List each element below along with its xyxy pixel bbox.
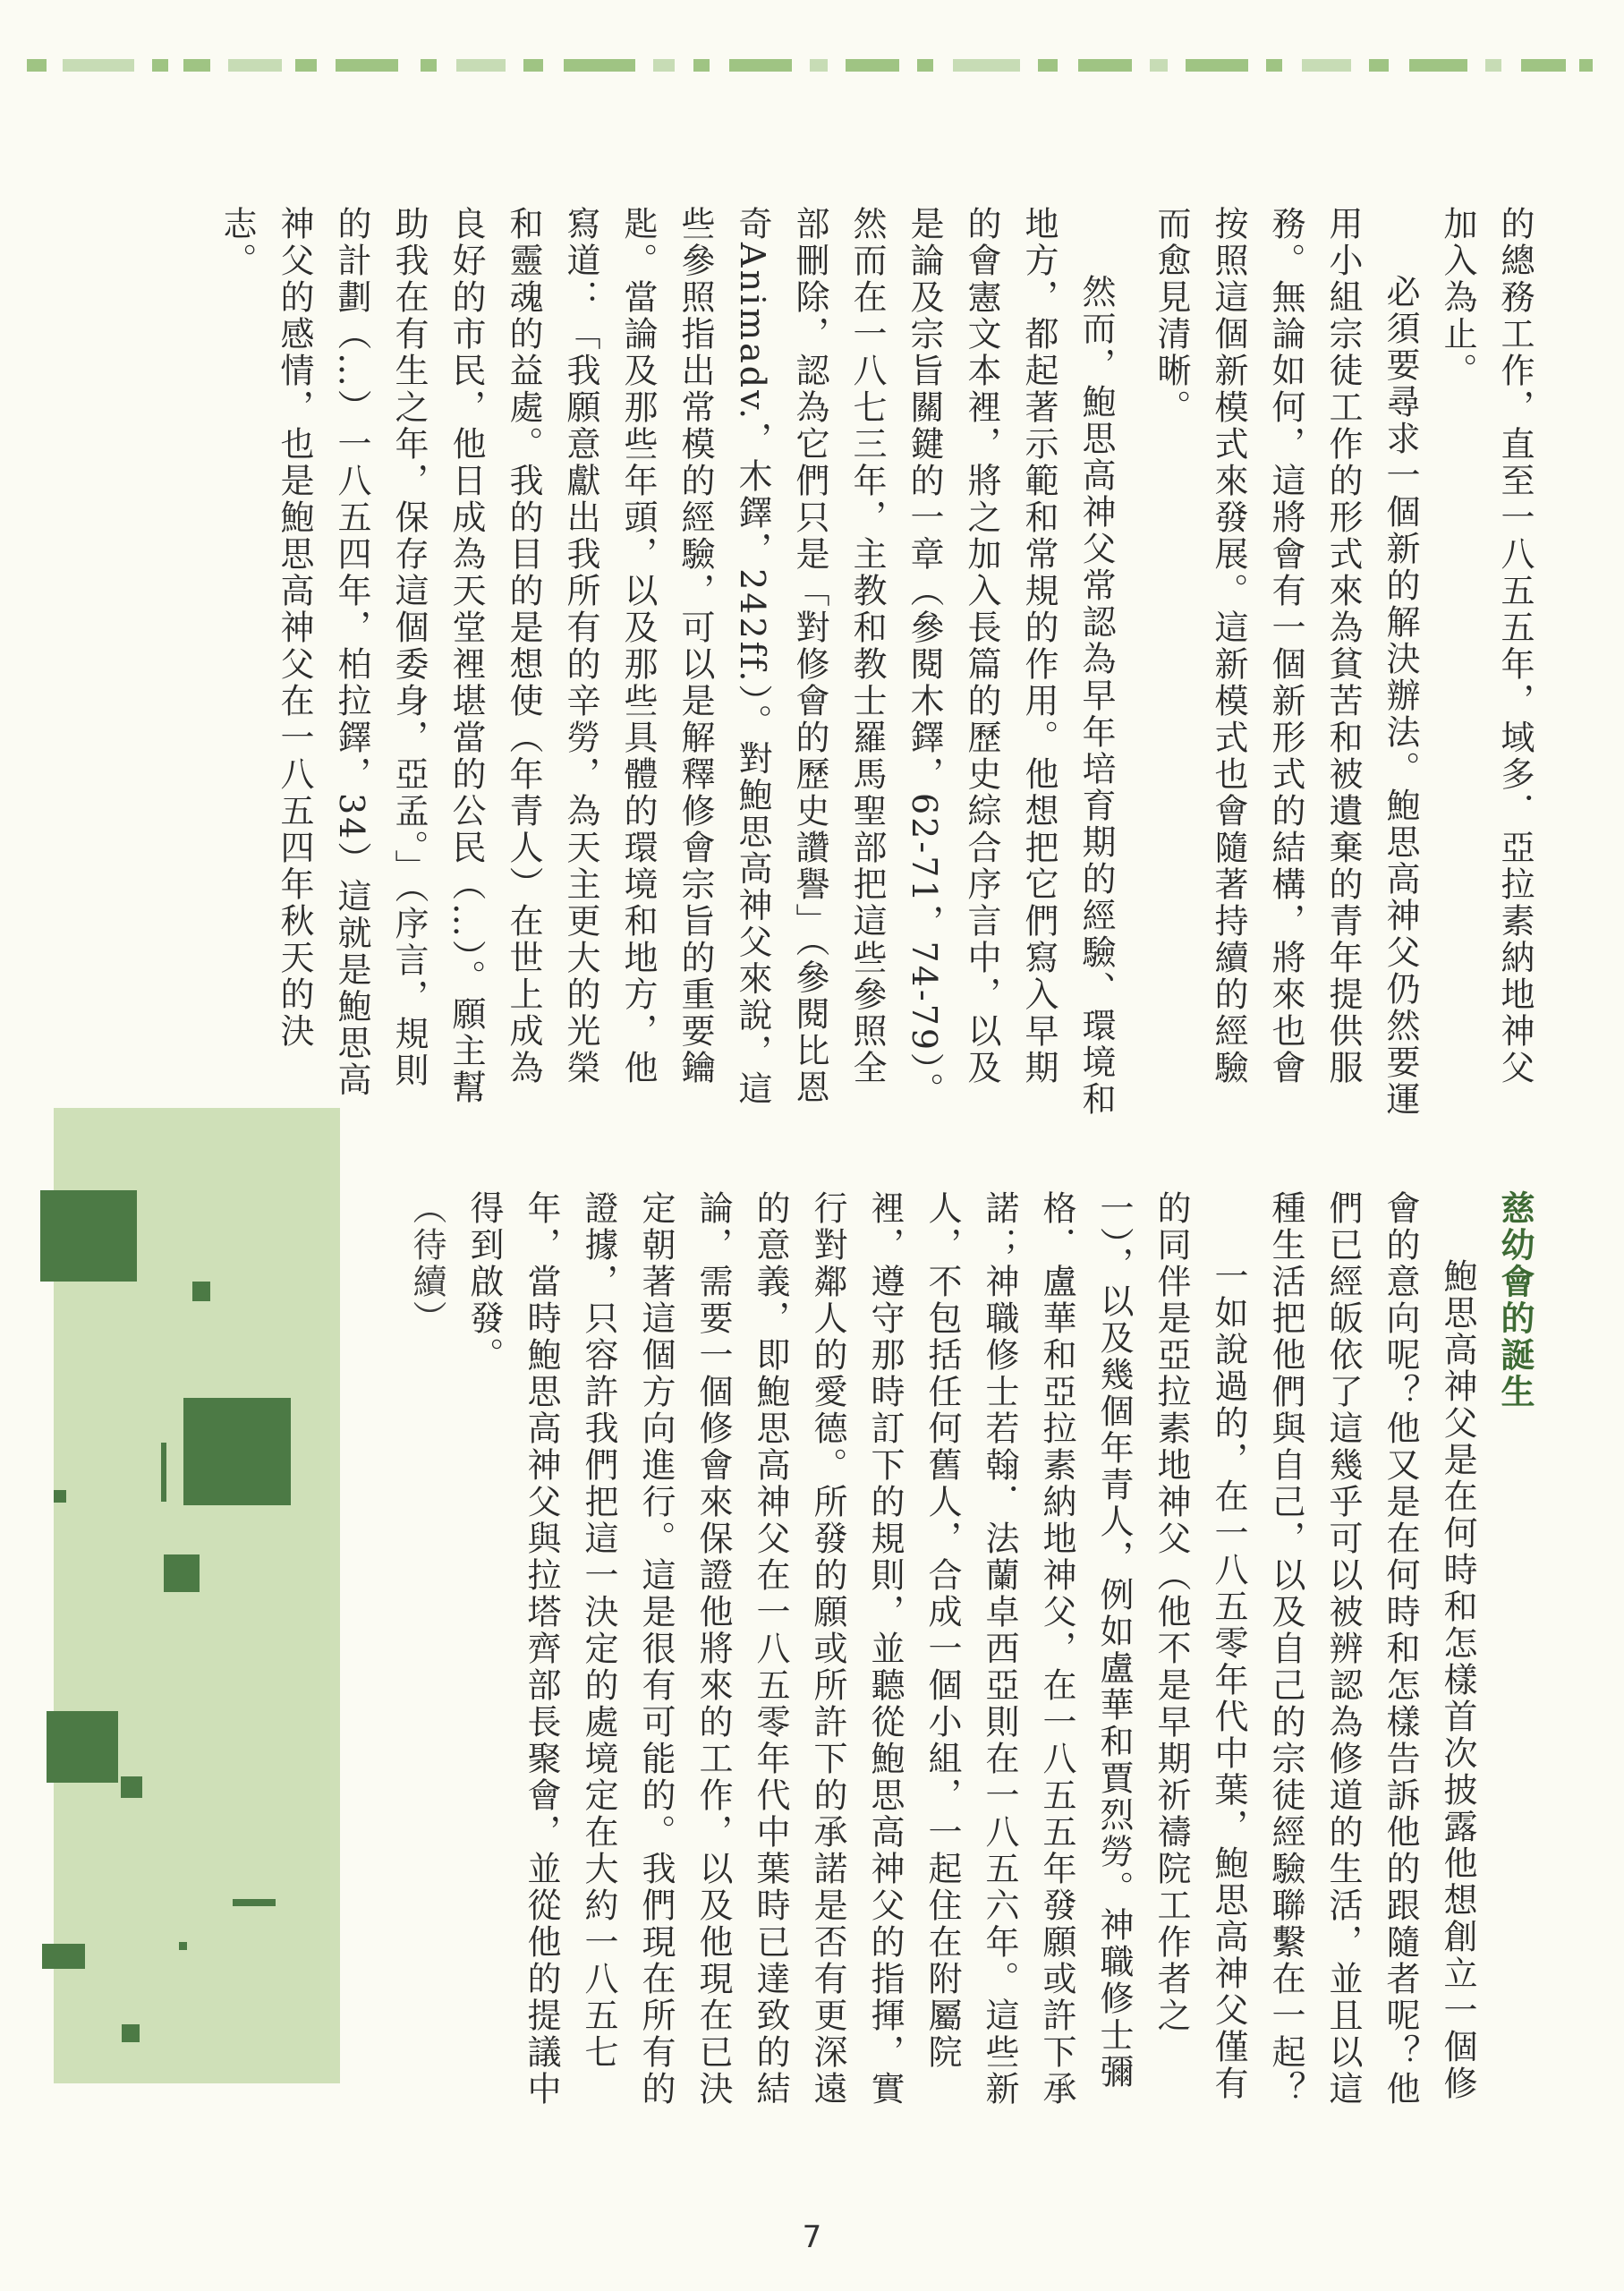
top-dashed-border bbox=[27, 59, 1593, 72]
upper-text-block bbox=[130, 206, 1543, 1119]
decorative-square bbox=[40, 1190, 137, 1282]
decorative-square bbox=[161, 1443, 166, 1502]
decorative-square bbox=[192, 1282, 210, 1301]
paragraph: 一如說過的，在一八五零年代中葉，鮑思高神父僅有的同伴是亞拉素地神父（他不是早期祈禱院工作者之一），以及幾個年青人，例如盧華和賈烈勞。神職修士彌格．盧華和亞拉素納地神父，在一八五五年發願或許下承諾；神職修士若翰．法蘭卓西亞則在一八五六年。這些新人，不包括任何舊人，合成一個小組，一起住在附屬院裡，遵守那時訂下的規則，並聽從鮑思高神父的指揮，實行對鄰人的愛德。所發的願或所許下的承諾是否有更深遠的意義，即鮑思高神父在一八五零年代中葉時已達致的結論，需要一個修會來保證他將來的工作，以及他現在已決定朝著這個方向進行。這是很有可能的。我們現在所有的證據，只容許我們把這一決定的處境定在大約一八五七年，當時鮑思高神父與拉塔齊部長聚會，並從他的提議中得到啟發。 bbox=[464, 1190, 1248, 2108]
lower-text-block bbox=[407, 1190, 1543, 2121]
decorative-square bbox=[179, 1942, 187, 1950]
page-number: 7 bbox=[802, 2219, 822, 2255]
section-heading: 慈幼會的誕生 bbox=[1495, 1190, 1535, 1410]
decorative-square bbox=[54, 1490, 66, 1503]
continued-note: （待續） bbox=[407, 1190, 446, 1337]
paragraph: 的總務工作，直至一八五五年，域多．亞拉素納地神父加入為止。 bbox=[1438, 206, 1535, 1086]
decorative-square bbox=[122, 2024, 140, 2042]
paragraph: 必須要尋求一個新的解決辦法。鮑思高神父仍然要運用小組宗徒工作的形式來為貧苦和被遺棄的青年提供服務。無論如何，這將會有一個新形式的結構，將來也會按照這個新模式來發展。這新模式也會隨著持續的經驗而愈見清晰。 bbox=[1152, 206, 1420, 1118]
decorative-square bbox=[47, 1711, 118, 1783]
decorative-square bbox=[121, 1776, 142, 1798]
paragraph: 然而，鮑思高神父常認為早年培育期的經驗、環境和地方，都起著示範和常規的作用。他想把它們寫入早期的會憲文本裡，將之加入長篇的歷史綜合序言中，以及是論及宗旨關鍵的一章（參閱木鐸，62-71，74-79）。然而在一八七三年，主教和教士羅馬聖部把這些參照全部刪除，認為它們只是「對修會的歷史讚譽」（參閱比恩奇Animadv.，木鐸，242ff.）。對鮑思高神父來說，這些參照指出常模的經驗，可以是解釋修會宗旨的重要鑰匙。當論及那些年頭，以及那些具體的環境和地方，他寫道：「我願意獻出我所有的辛勞，為天主更大的光榮和靈魂的益處。我的目的是想使（年青人）在世上成為良好的市民，他日成為天堂裡堪當的公民（…）。願主幫助我在有生之年，保存這個委身，亞孟。」（序言，規則的計劃（…）一八五四年，柏拉鐸，34）這就是鮑思高神父的感情，也是鮑思高神父在一八五四年秋天的決志。 bbox=[217, 206, 1116, 1118]
decorative-square bbox=[42, 1944, 85, 1969]
decorative-square bbox=[183, 1398, 291, 1505]
paragraph: 鮑思高神父是在何時和怎樣首次披露他想創立一個修會的意向呢？他又是在何時和怎樣告訴他的跟隨者呢？他們已經皈依了這幾乎可以被辨認為修道的生活，並且以這種生活把他們與自己，以及自己的宗徒經驗聯繫在一起？ bbox=[1266, 1190, 1477, 2108]
decorative-square bbox=[164, 1554, 200, 1592]
decorative-square bbox=[233, 1899, 276, 1906]
